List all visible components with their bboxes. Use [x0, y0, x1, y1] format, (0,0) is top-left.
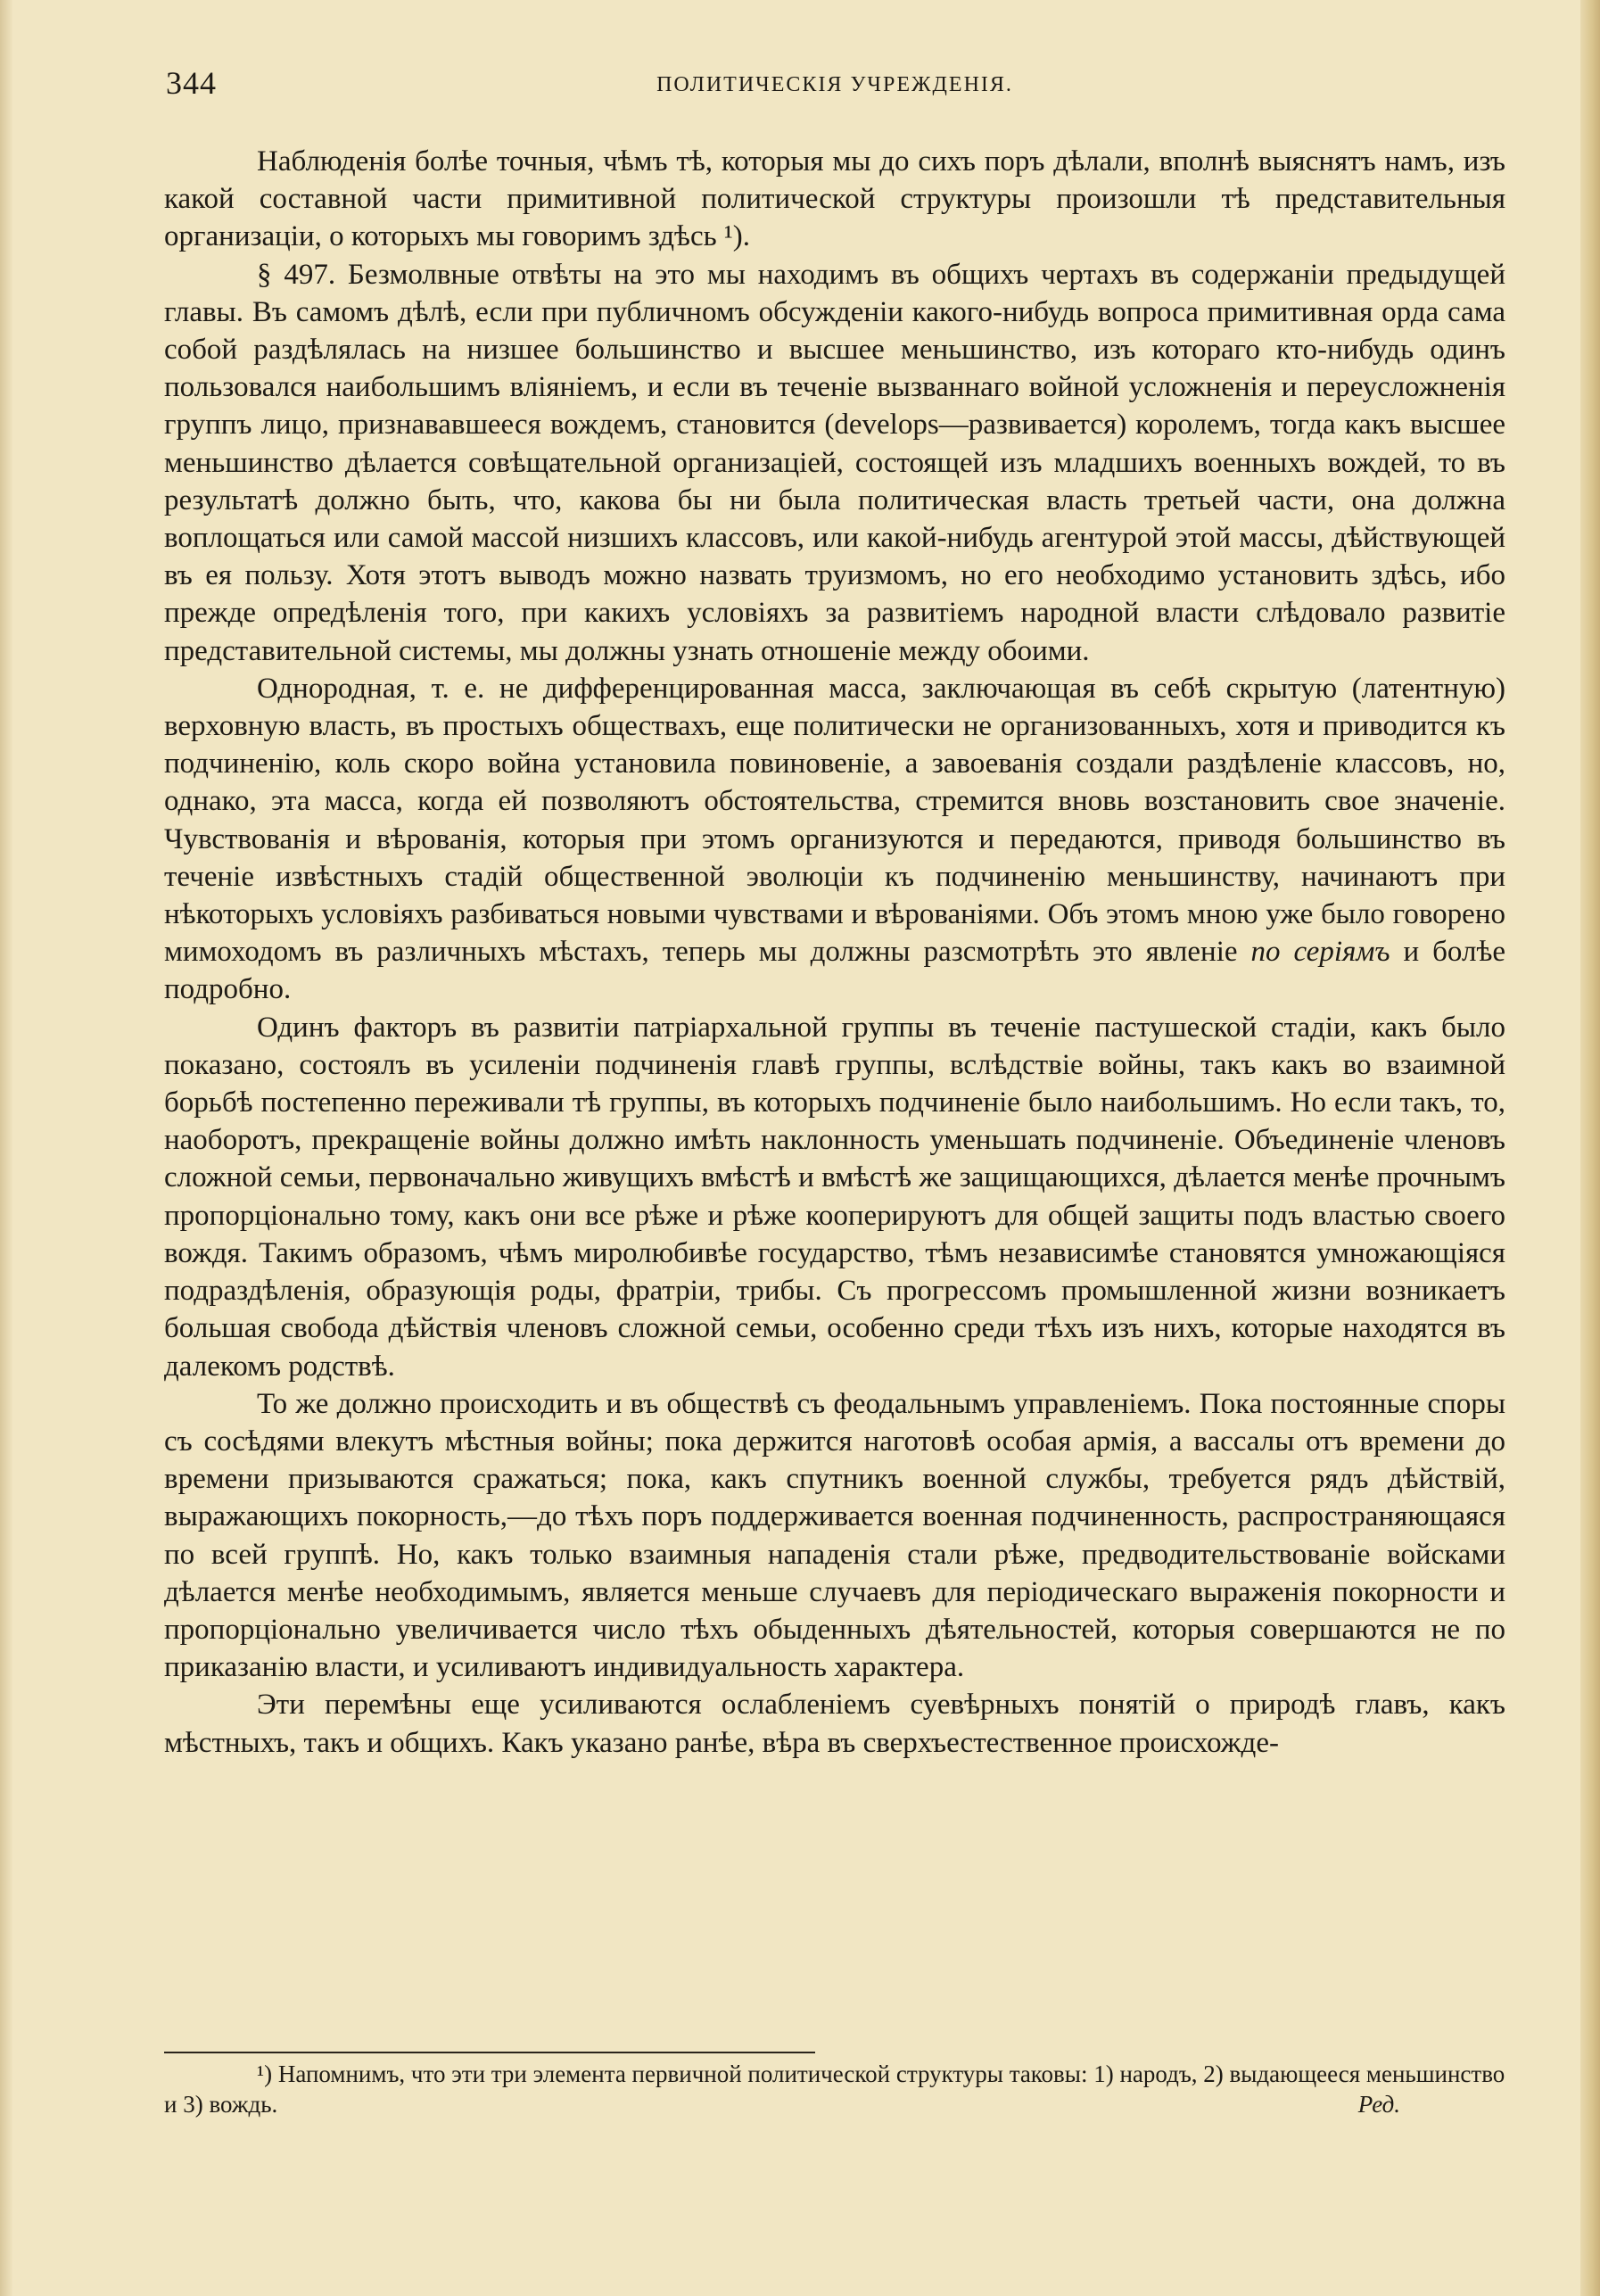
paragraph-3	[164, 670, 1505, 1009]
paragraph-3-tail: и болѣе подробно.	[164, 936, 1506, 1006]
footnote-editor-mark: Ред.	[1357, 2091, 1400, 2118]
paragraph-2: § 497. Безмолвные отвѣты на это мы находимъ въ общихъ чертахъ въ содержаніи предыдущей главы. Въ самомъ дѣлѣ, если при публичномъ обсужденіи какого-нибудь вопроса примитивная орда сама собой раздѣлялась на низшее большинство и высшее меньшинство, изъ котораго кто-нибудь одинъ пользовался наибольшимъ вліяніемъ, и если въ теченіе вызваннаго войной усложненія и переусложненія группъ лицо, признававшееся вождемъ, становится (develops—развивается) королемъ, тогда какъ высшее меньшинство дѣлается совѣщательной организаціей, состоящей изъ младшихъ военныхъ вождей, то въ результатѣ должно быть, что, какова бы ни была политическая власть третьей части, она должна воплощаться или самой массой низшихъ классовъ, или какой-нибудь агентурой этой массы, дѣйствующей въ ея пользу. Хотя этотъ выводъ можно назвать труизмомъ, но его необходимо установить здѣсь, ибо прежде опредѣленія того, при какихъ условіяхъ за развитіемъ народной власти слѣдовало развитіе представительной системы, мы должны узнать отношеніе между обоими.	[164, 258, 1505, 667]
footnote-divider	[164, 2052, 815, 2053]
page-gutter-shadow	[0, 0, 12, 2296]
footnote-1-text: ¹) Напомнимъ, что эти три элемента первичной политической структуры таковы: 1) народъ, 2) выдающееся меньшинство и 3) вождь.	[164, 2061, 1505, 2118]
footnotes	[164, 2059, 1505, 2119]
footnote-1	[164, 2059, 1505, 2119]
paragraph-1: Наблюденія болѣе точныя, чѣмъ тѣ, которыя мы до сихъ поръ дѣлали, вполнѣ выяснятъ намъ, изъ какой составной части примитивной политической структуры произошли тѣ представительныя организаціи, о которыхъ мы говоримъ здѣсь ¹).	[164, 145, 1505, 253]
paragraph-6: Эти перемѣны еще усиливаются ослабленіемъ суевѣрныхъ понятій о природѣ главъ, какъ мѣстныхъ, такъ и общихъ. Какъ указано ранѣе, вѣра въ сверхъестественное происхожде-	[164, 1689, 1505, 1759]
page-number: 344	[166, 65, 217, 101]
paragraph-3-text: Однородная, т. е. не дифференцированная масса, заключающая въ себѣ скрытую (латентную) верховную власть, въ простыхъ обществахъ, еще политически не организованныхъ, хотя и приводится къ подчиненію, коль скоро война установила повиновеніе, а завоеванія создали раздѣленіе классовъ, но, однако, эта масса, когда ей позволяютъ обстоятельства, стремится вновь возстановить свое значеніе. Чувствованія и вѣрованія, которыя при этомъ организуются и передаются, приводя большинство въ теченіе извѣстныхъ стадій общественной эволюціи къ подчиненію меньшинству, начинаютъ при нѣкоторыхъ условіяхъ разбиваться новыми чувствами и вѣрованіями. Объ этомъ мною уже было говорено мимоходомъ въ различныхъ мѣстахъ, теперь мы должны разсмотрѣть это явленіе	[164, 672, 1505, 969]
running-header	[166, 64, 1504, 109]
paragraph-5: То же должно происходить и въ обществѣ съ феодальнымъ управленіемъ. Пока постоянные споры съ сосѣдями влекутъ мѣстныя войны; пока держится наготовѣ особая армія, а вассалы отъ времени до времени призываются сражаться; пока, какъ спутникъ военной службы, требуется рядъ дѣйствій, выражающихъ покорность,—до тѣхъ поръ поддерживается военная подчиненность, распространяющаяся по всей группѣ. Но, какъ только взаимныя нападенія стали рѣже, предводительствованіе войсками дѣлается менѣе необходимымъ, является меньше случаевъ для періодическаго выраженія покорности и пропорціонально увеличивается число тѣхъ обыденныхъ дѣятельностей, которыя совершаются не по приказанію власти, и усиливаютъ индивидуальность характера.	[164, 1387, 1505, 1684]
body-text	[164, 143, 1505, 1762]
paragraph-4: Одинъ факторъ въ развитіи патріархальной группы въ теченіе пастушеской стадіи, какъ было показано, состоялъ въ усиленіи подчиненія главѣ группы, вслѣдствіе войны, такъ какъ во взаимной борьбѣ постепенно переживали тѣ группы, въ которыхъ подчиненіе было наибольшимъ. Но если такъ, то, наоборотъ, прекращеніе войны должно имѣть наклонность уменьшать подчиненіе. Объединеніе членовъ сложной семьи, первоначально живущихъ вмѣстѣ и вмѣстѣ же защищающихся, дѣлается менѣе прочнымъ пропорціонально тому, какъ они все рѣже и рѣже кооперируютъ для общей защиты подъ властью своего вождя. Такимъ образомъ, чѣмъ миролюбивѣе государство, тѣмъ независимѣе становятся умножающіяся подраздѣленія, образующія роды, фратріи, трибы. Съ прогрессомъ промышленной жизни возникаетъ большая свобода дѣйствія членовъ сложной семьи, особенно среди тѣхъ изъ нихъ, которые находятся въ далекомъ родствѣ.	[164, 1011, 1505, 1383]
paragraph-3-emphasis: по серіямъ	[1250, 936, 1390, 969]
running-title: ПОЛИТИЧЕСКІЯ УЧРЕЖДЕНІЯ.	[656, 73, 1013, 96]
page-edge-shadow	[1580, 0, 1600, 2296]
